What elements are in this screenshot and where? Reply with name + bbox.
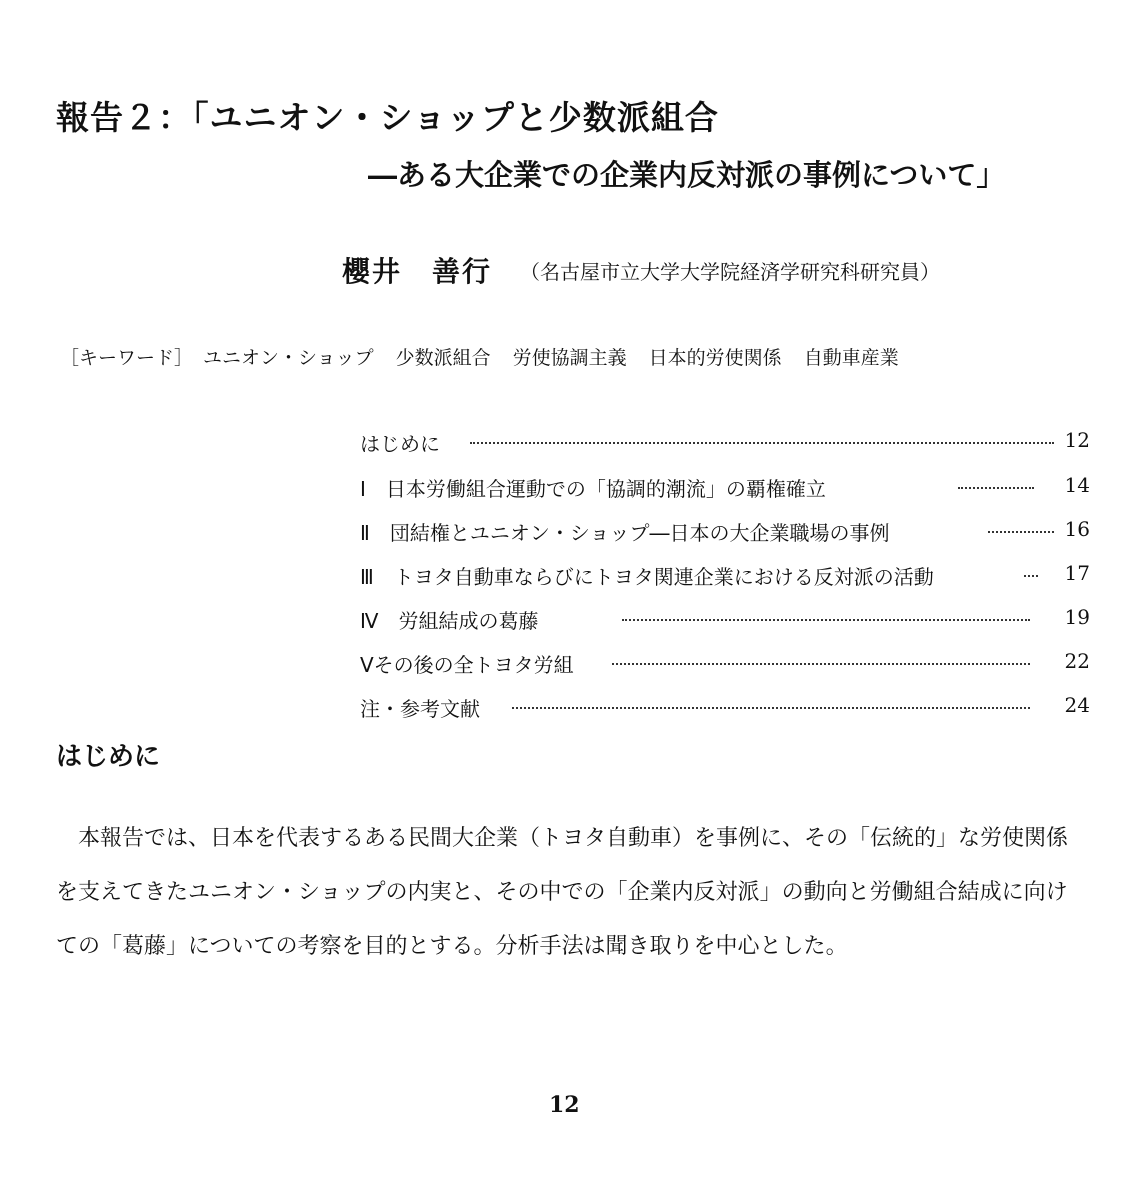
toc-leader-dots — [622, 619, 1030, 621]
toc-entry-title: Ⅱ 団結権とユニオン・ショップ―日本の大企業職場の事例 — [360, 517, 893, 546]
paper-title-line-1: 報告２：「ユニオン・ショップと少数派組合 — [56, 98, 719, 137]
keyword-item: ユニオン・ショップ — [203, 347, 374, 369]
toc-leader-dots — [512, 707, 1030, 709]
toc-entry — [360, 428, 1090, 458]
toc-leader-dots — [958, 487, 1034, 489]
toc-entry-page: 12 — [1064, 428, 1090, 452]
toc-entry-page: 16 — [1064, 517, 1090, 541]
toc-entry-page: 14 — [1064, 473, 1090, 497]
author-affiliation: （名古屋市立大学大学院経済学研究科研究員） — [520, 260, 940, 284]
toc-entry — [360, 693, 1090, 723]
keyword-item: 少数派組合 — [395, 347, 491, 369]
keywords-line — [60, 343, 921, 370]
toc-entry-title: Ⅴその後の全トヨタ労組 — [360, 649, 578, 678]
toc-entry — [360, 561, 1090, 591]
toc-entry — [360, 517, 1090, 547]
keyword-item: 自動車産業 — [803, 347, 899, 369]
toc-entry — [360, 649, 1090, 679]
toc-entry-title: Ⅰ 日本労働組合運動での「協調的潮流」の覇権確立 — [360, 473, 830, 502]
toc-entry-page: 22 — [1064, 649, 1090, 673]
section-heading: はじめに — [56, 742, 161, 772]
toc-leader-dots — [470, 442, 1054, 444]
page-number: 12 — [549, 1092, 580, 1118]
toc-entry-title: Ⅳ 労組結成の葛藤 — [360, 605, 542, 634]
toc-entry — [360, 605, 1090, 635]
toc-entry-title: Ⅲ トヨタ自動車ならびにトヨタ関連企業における反対派の活動 — [360, 561, 938, 590]
author-name: 櫻井 善行 — [342, 255, 493, 288]
toc-leader-dots — [988, 531, 1054, 533]
toc-entry-page: 19 — [1064, 605, 1090, 629]
keyword-item: 労使協調主義 — [512, 347, 627, 369]
paper-title-line-2: ―ある大企業での企業内反対派の事例について」 — [368, 158, 1006, 192]
toc-leader-dots — [1024, 575, 1038, 577]
keywords-label: ［キーワード］ — [60, 347, 194, 369]
keyword-item: 日本的労使関係 — [648, 347, 782, 369]
toc-entry-page: 17 — [1064, 561, 1090, 585]
toc-entry — [360, 473, 1090, 503]
toc-leader-dots — [612, 663, 1030, 665]
section-body-paragraph: 本報告では、日本を代表するある民間大企業（トヨタ自動車）を事例に、その「伝統的」な労使関係を支えてきたユニオン・ショップの内実と、その中での「企業内反対派」の動向と労働組合結成に向けての「葛藤」についての考察を目的とする。分析手法は聞き取りを中心とした。 — [56, 826, 1069, 959]
toc-entry-title: 注・参考文献 — [360, 693, 484, 722]
toc-entry-page: 24 — [1064, 693, 1090, 717]
toc-entry-title: はじめに — [360, 428, 444, 457]
